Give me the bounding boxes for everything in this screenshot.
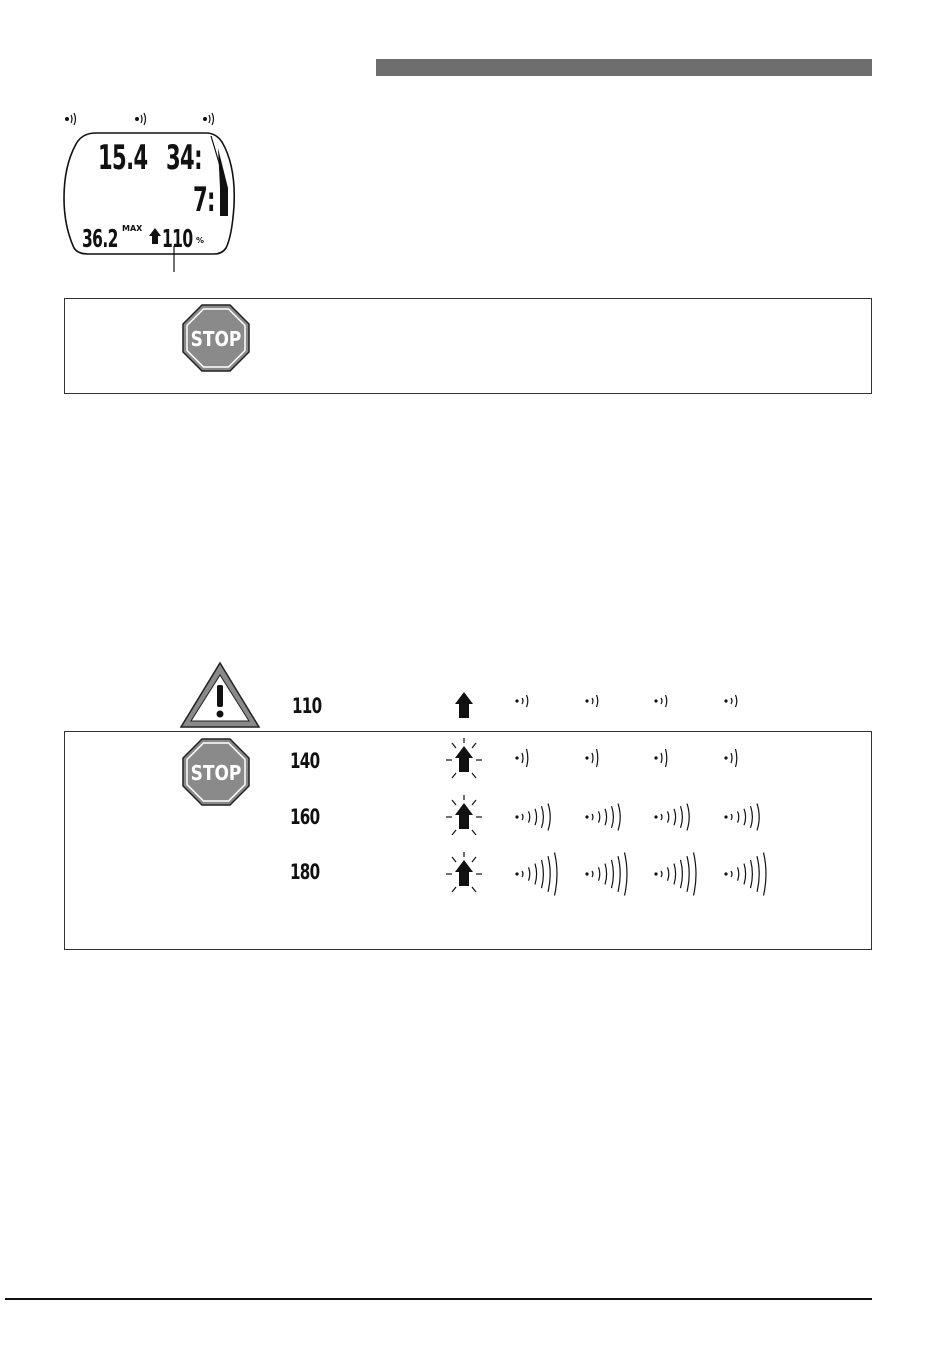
beep-icon	[653, 851, 717, 897]
beep-icon	[653, 802, 717, 832]
beep-icon	[584, 802, 648, 832]
ascent-rate-160: 160	[290, 805, 320, 829]
ascent-rate-110: 110	[292, 694, 322, 718]
ascent-rate-140: 140	[290, 749, 320, 773]
footer-rule	[5, 1298, 872, 1300]
beep-icon	[723, 745, 787, 771]
stop-note-box	[64, 298, 872, 394]
no-dec-time-value: 7:	[193, 180, 215, 220]
beep-icon	[204, 113, 214, 125]
beep-icon	[723, 692, 787, 710]
beep-icon	[653, 745, 717, 771]
depth-value: 15.4	[98, 138, 148, 178]
beep-icon	[584, 745, 648, 771]
header-bar	[376, 59, 872, 76]
stop-sign-text: STOP	[190, 762, 242, 786]
beep-icon	[514, 745, 578, 771]
flashing-arrow-icon	[444, 852, 484, 894]
beep-icon	[723, 851, 787, 897]
ascent-rate-value: 110	[162, 224, 193, 253]
warning-triangle-icon	[179, 661, 261, 729]
stop-sign-icon	[181, 303, 251, 373]
ascent-arrow-icon	[452, 690, 476, 720]
dive-computer-display	[56, 106, 256, 274]
percent-symbol: %	[196, 236, 205, 245]
max-label: MAX	[122, 224, 143, 233]
beep-icon	[66, 113, 76, 125]
beep-icon	[136, 113, 146, 125]
beep-icon	[514, 692, 578, 710]
beep-icon	[514, 851, 578, 897]
stop-sign-text: STOP	[190, 328, 242, 352]
beep-icon	[653, 692, 717, 710]
beep-icon	[584, 692, 648, 710]
ascent-rate-180: 180	[290, 860, 320, 884]
stop-sign-icon	[181, 737, 251, 807]
dive-time-value: 34:	[166, 138, 202, 178]
beep-icon	[584, 851, 648, 897]
flashing-arrow-icon	[444, 738, 484, 780]
beep-icon	[514, 802, 578, 832]
max-depth-value: 36.2	[82, 224, 118, 253]
flashing-arrow-icon	[444, 795, 484, 837]
beep-icon	[723, 802, 787, 832]
